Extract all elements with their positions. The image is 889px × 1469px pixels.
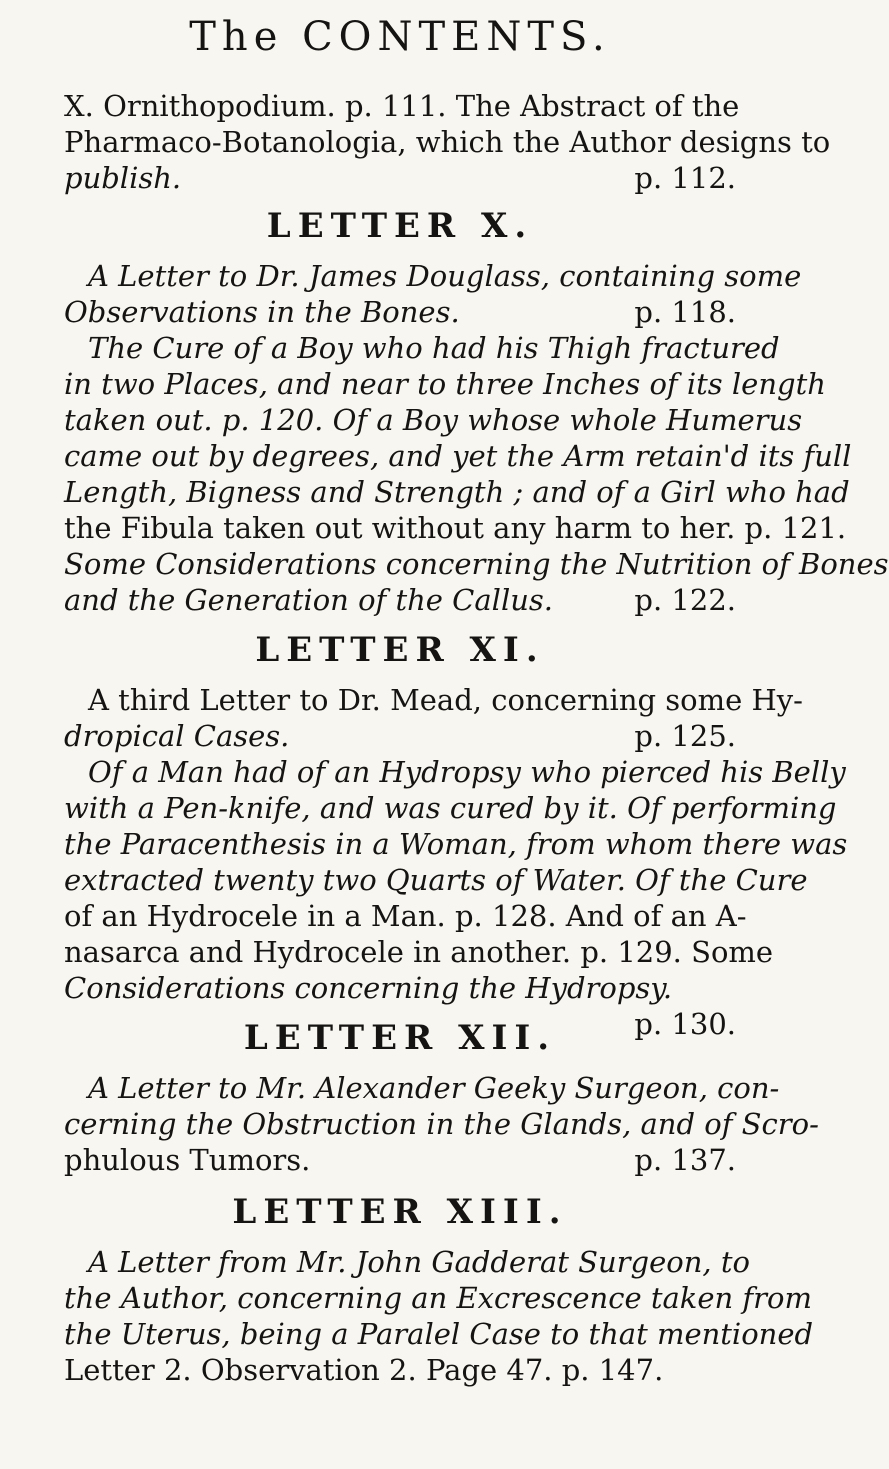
letter-xi-line-2: dropical Cases. p. 125. bbox=[64, 719, 736, 753]
letter-x-line-2: Observations in the Bones. p. 118. bbox=[64, 295, 736, 329]
entry-x-line-2: Pharmaco-Botanologia, which the Author designs to bbox=[64, 125, 831, 159]
letter-xi-line-4: with a Pen-knife, and was cured by it. Of performing bbox=[64, 791, 837, 825]
letter-x-line-1: A Letter to Dr. James Douglass, containing some bbox=[88, 259, 802, 293]
entry-x-line-1: X. Ornithopodium. p. 111. The Abstract of the bbox=[64, 89, 740, 123]
letter-x-line-7: Length, Bigness and Strength ; and of a Girl who had bbox=[64, 475, 850, 509]
letter-x-line-8: the Fibula taken out without any harm to her. p. 121. bbox=[64, 511, 847, 545]
page-header: The CONTENTS. bbox=[189, 14, 611, 60]
letter-x-heading: LETTER X. bbox=[266, 206, 534, 246]
letter-x-line-9: Some Considerations concerning the Nutrition of Bones bbox=[64, 547, 889, 581]
letter-xii-line-1: A Letter to Mr. Alexander Geeky Surgeon, con- bbox=[88, 1071, 780, 1105]
letter-xiii-heading: LETTER XIII. bbox=[232, 1192, 568, 1232]
letter-xii-line-3: phulous Tumors. p. 137. bbox=[64, 1143, 736, 1177]
letter-xiii-line-2: the Author, concerning an Excrescence taken from bbox=[64, 1281, 812, 1315]
letter-xi-line-8: nasarca and Hydrocele in another. p. 129. Some bbox=[64, 935, 774, 969]
letter-x-line-3: The Cure of a Boy who had his Thigh fractured bbox=[88, 331, 780, 365]
letter-xiii-line-4: Letter 2. Observation 2. Page 47. p. 147. bbox=[64, 1353, 664, 1387]
letter-xi-heading: LETTER XI. bbox=[255, 630, 545, 670]
letter-xi-line-7: of an Hydrocele in a Man. p. 128. And of an A- bbox=[64, 899, 747, 933]
letter-xiii-line-1: A Letter from Mr. John Gadderat Surgeon, to bbox=[88, 1245, 750, 1279]
letter-xi-line-6: extracted twenty two Quarts of Water. Of the Cure bbox=[64, 863, 808, 897]
letter-xi-line-9: Considerations concerning the Hydropsy. p. 130. bbox=[64, 971, 736, 1041]
letter-xiii-line-3: the Uterus, being a Paralel Case to that mentioned bbox=[64, 1317, 814, 1351]
letter-xi-line-3: Of a Man had of an Hydropsy who pierced his Belly bbox=[88, 755, 846, 789]
letter-xi-line-5: the Paracenthesis in a Woman, from whom there was bbox=[64, 827, 848, 861]
letter-x-line-4: in two Places, and near to three Inches of its length bbox=[64, 367, 826, 401]
letter-xii-heading: LETTER XII. bbox=[243, 1018, 557, 1058]
entry-x-line-3: publish. p. 112. bbox=[64, 161, 736, 195]
letter-xi-line-1: A third Letter to Dr. Mead, concerning some Hy- bbox=[88, 683, 803, 717]
letter-xii-line-2: cerning the Obstruction in the Glands, and of Scro- bbox=[64, 1107, 819, 1141]
letter-x-line-10: and the Generation of the Callus. p. 122. bbox=[64, 583, 736, 617]
letter-x-line-6: came out by degrees, and yet the Arm retain'd its full bbox=[64, 439, 852, 473]
letter-x-line-5: taken out. p. 120. Of a Boy whose whole Humerus bbox=[64, 403, 803, 437]
